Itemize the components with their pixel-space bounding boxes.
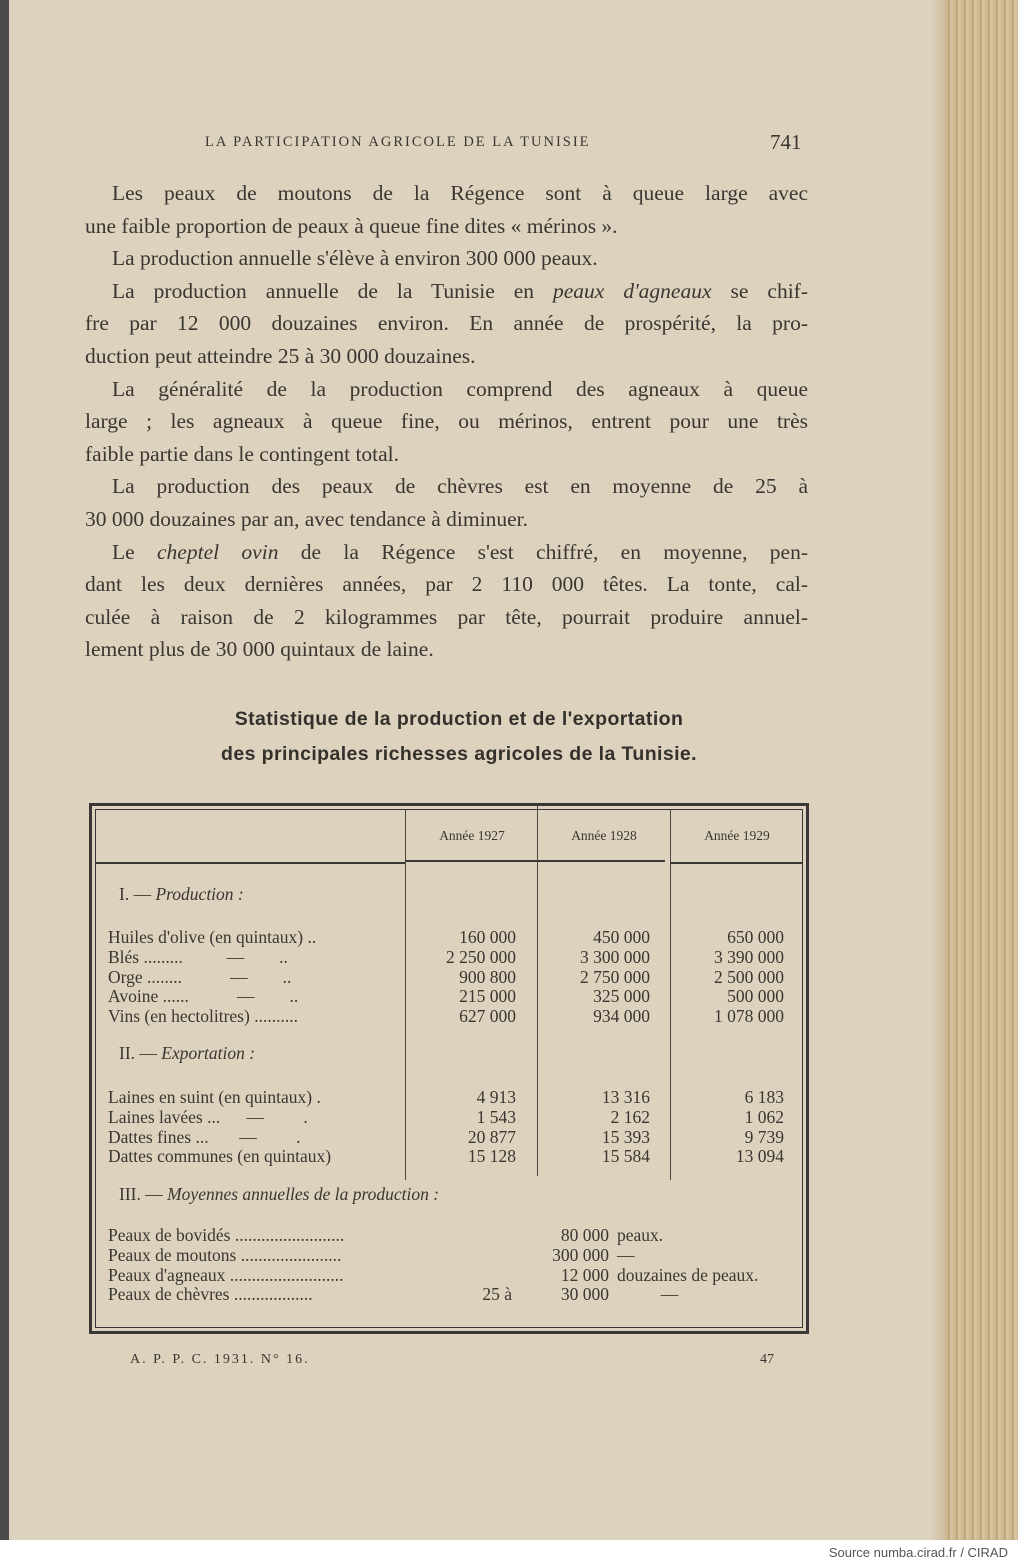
cell-value: 500 000 (727, 986, 784, 1007)
row-label: Dattes fines ... — . (108, 1126, 301, 1147)
cell-value: 3 390 000 (714, 946, 784, 967)
table-row (92, 1127, 812, 1147)
text-segment: La production annuelle s'élève à environ 300 000 peaux. (112, 246, 598, 271)
text-segment: lement plus de 30 000 quintaux de laine. (85, 637, 434, 662)
table-row (92, 947, 812, 967)
text-line (85, 633, 808, 666)
text-line (85, 210, 808, 243)
row-label: Orge ........ — .. (108, 966, 292, 987)
table-row (92, 1245, 812, 1265)
cell-value: 13 316 (601, 1087, 650, 1107)
unit: — (617, 1244, 635, 1265)
text-line (85, 373, 808, 406)
running-header: LA PARTICIPATION AGRICOLE DE LA TUNISIE (205, 134, 591, 150)
text-line (85, 470, 808, 503)
table-row (92, 1006, 812, 1026)
row-label: Vins (en hectolitres) .......... (108, 1006, 298, 1027)
section-heading-section2 (119, 1043, 255, 1064)
cell-value: 934 000 (593, 1006, 650, 1027)
row-label: Laines en suint (en quintaux) . (108, 1087, 321, 1107)
table-row (92, 1225, 812, 1245)
text-segment: large ; les agneaux à queue fine, ou mérinos, entrent pour une très (85, 409, 808, 434)
value-prefix: 25 à (482, 1284, 512, 1305)
cell-value: 450 000 (593, 927, 650, 947)
row-label: Huiles d'olive (en quintaux) .. (108, 927, 317, 947)
page-number: 741 (770, 130, 802, 154)
cell-value: 20 877 (467, 1126, 516, 1147)
cell-value: 1 543 (476, 1106, 516, 1127)
text-line (85, 568, 808, 601)
row-label: Peaux de moutons ....................... (108, 1244, 342, 1265)
table-title-line-2: des principales richesses agricoles de la Tunisie. (221, 743, 697, 765)
text-segment: La production des peaux de chèvres est en moyenne de 25 à (112, 474, 808, 499)
section-number: I. — (119, 884, 156, 904)
text-line (85, 177, 808, 210)
cell-value: 1 062 (744, 1106, 784, 1127)
row-label: Peaux de chèvres .................. (108, 1284, 313, 1305)
table-row (92, 927, 812, 947)
text-line (85, 405, 808, 438)
cell-value: 2 750 000 (580, 966, 650, 987)
row-label: Peaux de bovidés ......................... (108, 1225, 345, 1245)
cell-value: 15 393 (601, 1126, 650, 1147)
unit: douzaines de peaux. (617, 1264, 759, 1285)
text-line (85, 438, 808, 471)
footer-citation: A. P. P. C. 1931. N° 16. (130, 1352, 310, 1367)
cell-value: 12 000 (560, 1264, 609, 1285)
cell-value: 160 000 (459, 927, 516, 947)
text-line (85, 307, 808, 340)
cell-value: 1 078 000 (714, 1006, 784, 1027)
table-row (92, 967, 812, 987)
unit: — (617, 1284, 679, 1305)
cell-value: 30 000 (560, 1284, 609, 1305)
cell-value: 4 913 (476, 1087, 516, 1107)
section-number: III. — (119, 1184, 168, 1204)
cell-value: 2 162 (610, 1106, 650, 1127)
table-row (92, 986, 812, 1006)
row-label: Peaux d'agneaux .......................... (108, 1264, 344, 1285)
table-row (92, 1146, 812, 1166)
cell-value: 325 000 (593, 986, 650, 1007)
text-segment: Le (112, 539, 158, 564)
column-header-1927: Année 1927 (439, 828, 505, 843)
column-header-1928: Année 1928 (571, 828, 637, 843)
cell-value: 2 500 000 (714, 966, 784, 987)
table-row (92, 1284, 812, 1304)
row-label: Avoine ...... — .. (108, 986, 299, 1007)
text-line (85, 340, 808, 373)
table-row (92, 1107, 812, 1127)
italic-term: peaux d'agneaux (553, 278, 712, 303)
text-segment: La généralité de la production comprend des agneaux à queue (112, 376, 808, 401)
cell-value: 3 300 000 (580, 946, 650, 967)
italic-term: cheptel ovin (157, 539, 279, 564)
cell-value: 300 000 (552, 1244, 609, 1265)
text-segment: 30 000 douzaines par an, avec tendance à diminuer. (85, 506, 528, 531)
section-label: Moyennes annuelles de la production : (167, 1184, 440, 1204)
cell-value: 15 128 (467, 1146, 516, 1167)
text-segment: La production annuelle de la Tunisie en (112, 278, 553, 303)
text-line (85, 536, 808, 569)
text-segment: de la Régence s'est chiffré, en moyenne, pen- (278, 539, 809, 564)
page-left-edge (0, 0, 9, 1540)
section-heading-section3 (119, 1184, 439, 1205)
row-label: Blés ......... — .. (108, 946, 288, 967)
statistics-table (89, 803, 809, 1334)
cell-value: 215 000 (459, 986, 516, 1007)
cell-value: 2 250 000 (446, 946, 516, 967)
cell-value: 6 183 (744, 1087, 784, 1107)
section-label: Production : (155, 884, 244, 904)
cell-value: 627 000 (459, 1006, 516, 1027)
footer-signature: 47 (760, 1352, 774, 1367)
page-right-edge (945, 0, 1018, 1540)
text-segment: fre par 12 000 douzaines environ. En année de prospérité, la pro- (85, 311, 808, 336)
source-credit: Source numba.cirad.fr / CIRAD (828, 1545, 1008, 1560)
text-line (85, 503, 808, 536)
table-title-line-1: Statistique de la production et de l'exportation (234, 708, 684, 730)
text-segment: Les peaux de moutons de la Régence sont à queue large avec (112, 181, 808, 205)
table-row (92, 1087, 812, 1107)
section-heading-section1 (119, 884, 244, 905)
text-line (85, 275, 808, 308)
text-segment: se chif- (711, 278, 808, 303)
text-segment: dant les deux dernières années, par 2 110 000 têtes. La tonte, cal- (85, 572, 808, 597)
page-gutter-shadow (930, 0, 945, 1540)
text-line (85, 601, 808, 634)
cell-value: 13 094 (735, 1146, 784, 1167)
unit: peaux. (617, 1225, 664, 1245)
body-text (85, 177, 808, 666)
cell-value: 650 000 (727, 927, 784, 947)
cell-value: 9 739 (744, 1126, 784, 1147)
text-line (85, 242, 808, 275)
row-label: Dattes communes (en quintaux) (108, 1146, 332, 1167)
row-label: Laines lavées ... — . (108, 1106, 308, 1127)
text-segment: culée à raison de 2 kilogrammes par tête, pourrait produire annuel- (85, 604, 808, 629)
text-segment: une faible proportion de peaux à queue fine dites « mérinos ». (85, 213, 618, 238)
cell-value: 80 000 (560, 1225, 609, 1245)
section-label: Exportation : (161, 1043, 256, 1063)
cell-value: 15 584 (601, 1146, 650, 1167)
column-header-1929: Année 1929 (704, 828, 770, 843)
table-row (92, 1265, 812, 1285)
text-segment: duction peut atteindre 25 à 30 000 douzaines. (85, 343, 476, 368)
section-number: II. — (119, 1043, 162, 1063)
text-segment: faible partie dans le contingent total. (85, 441, 400, 466)
cell-value: 900 800 (459, 966, 516, 987)
